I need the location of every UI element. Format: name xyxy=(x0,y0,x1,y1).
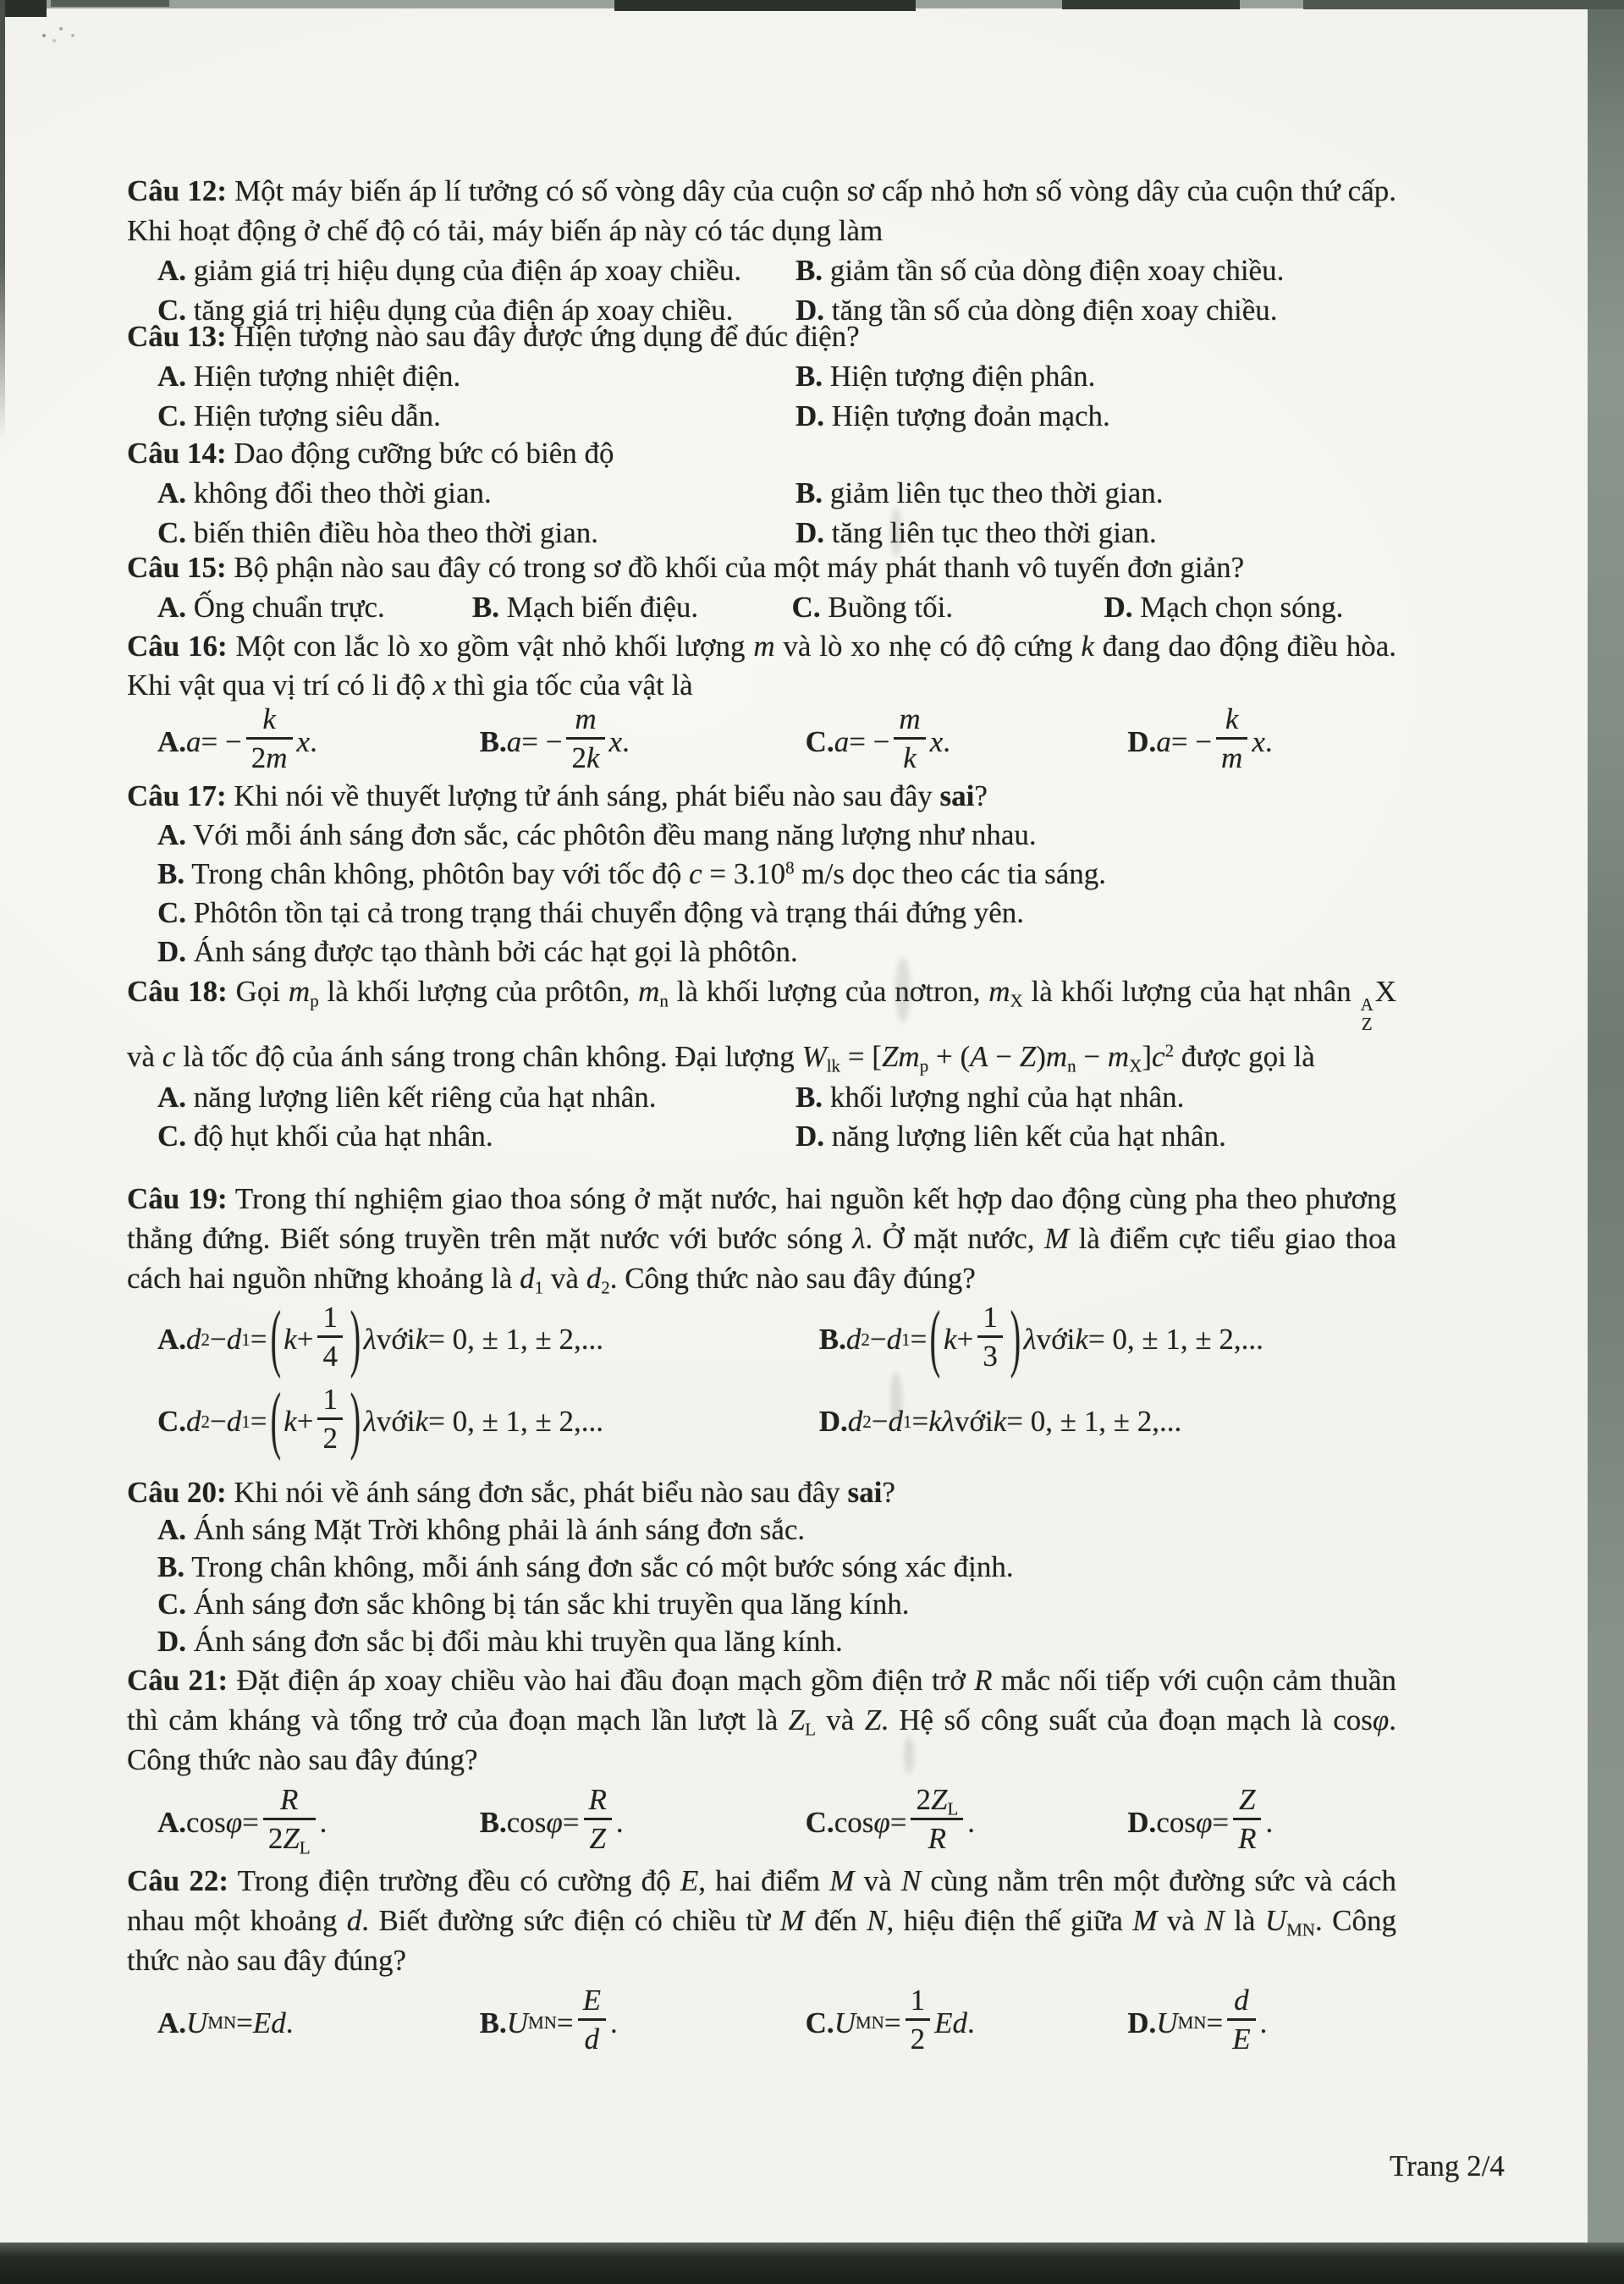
option-letter: D. xyxy=(795,399,824,432)
option-12-B: B. giảm tần số của dòng điện xoay chiều. xyxy=(795,254,1285,287)
option-letter: D. xyxy=(157,935,187,968)
big-paren: ) xyxy=(1010,1295,1021,1380)
option-letter: B. xyxy=(479,2006,507,2039)
scan-smudge xyxy=(890,1373,902,1425)
scan-corner-mark xyxy=(0,0,47,17)
option-letter: B. xyxy=(795,360,823,393)
question-number: Câu 15: xyxy=(127,551,227,584)
question-number: Câu 20: xyxy=(127,1476,227,1509)
option-letter: B. xyxy=(479,1805,507,1839)
option-21-C: C. cos φ = $\frac{2Z_L}{R}$ . xyxy=(805,1783,976,1855)
option-letter: A. xyxy=(157,476,187,509)
option-22-D: D. U MN = $\frac{d}{E}$ . xyxy=(1127,1984,1268,2056)
question-body: Câu 14: Dao động cưỡng bức có biên độ xyxy=(127,437,614,470)
option-14-A: A. không đổi theo thời gian. xyxy=(157,476,492,509)
option-18-B: B. khối lượng nghỉ của hạt nhân. xyxy=(795,1080,1185,1114)
option-17-A: A. Với mỗi ánh sáng đơn sắc, các phôtôn đều mang năng lượng như nhau. xyxy=(157,818,1037,851)
option-letter: D. xyxy=(1127,1805,1157,1839)
question-body: Câu 21: Đặt điện áp xoay chiều vào hai đầu đoạn mạch gồm điện trở R mắc nối tiếp với cuộn cảm thuần thì cảm kháng và tổng trở của đoạn mạch lần lượt là $Z_L$ và Z. Hệ số công suất của đoạn mạch là cosφ. Công thức nào sau đây đúng? xyxy=(127,1664,1396,1776)
option-15-A: A. Ống chuẩn trực. xyxy=(157,591,385,624)
fraction: $\frac{E}{d}$ xyxy=(578,1985,606,2054)
question-number: Câu 21: xyxy=(127,1664,228,1697)
option-letter: C. xyxy=(157,1405,187,1438)
question-body: Câu 20: Khi nói về ánh sáng đơn sắc, phát biểu nào sau đây sai? xyxy=(127,1476,895,1509)
big-paren: ( xyxy=(270,1295,281,1380)
option-letter: C. xyxy=(157,1119,187,1153)
question-body: Câu 13: Hiện tượng nào sau đây được ứng dụng để đúc điện? xyxy=(127,320,860,353)
big-paren: ) xyxy=(350,1377,361,1462)
option-16-D: D. a = − $\frac{k}{m}$ x . xyxy=(1127,702,1273,774)
option-letter: C. xyxy=(157,1588,187,1621)
option-letter: D. xyxy=(1127,2006,1157,2039)
option-14-B: B. giảm liên tục theo thời gian. xyxy=(795,476,1164,509)
option-14-C: C. biến thiên điều hòa theo thời gian. xyxy=(157,516,599,549)
fraction: $\frac{R}{2Z_L}$ xyxy=(263,1785,316,1853)
option-13-C: C. Hiện tượng siêu dẫn. xyxy=(157,399,441,432)
option-18-C: C. độ hụt khối của hạt nhân. xyxy=(157,1119,493,1153)
pencil-mark xyxy=(39,22,98,47)
fraction: $\frac{1}{3}$ xyxy=(977,1302,1003,1371)
nuclide-stack: A Z xyxy=(1360,993,1374,1035)
option-letter: A. xyxy=(157,818,187,851)
option-letter: C. xyxy=(791,591,821,624)
option-21-B: B. cos φ = $\frac{R}{Z}$ . xyxy=(479,1783,624,1855)
option-letter: B. xyxy=(795,476,823,509)
question-body: Câu 18: Gọi $m_p$ là khối lượng của prôtôn, $m_n$ là khối lượng của nơtron, $m_X$ là khối lượng của hạt nhân A Z X và c là tốc độ của ánh sáng trong chân không. Đại lượng $W_{lk} = [Zm_p + (A - Z)m_n - m_X]c^2$ được gọi là xyxy=(127,975,1397,1076)
question-number: Câu 19: xyxy=(127,1182,228,1215)
option-letter: C. xyxy=(805,2006,834,2039)
option-letter: A. xyxy=(157,1513,187,1546)
option-letter: A. xyxy=(157,2006,187,2039)
option-14-D: D. tăng liên tục theo thời gian. xyxy=(795,516,1157,549)
option-letter: B. xyxy=(157,1550,185,1583)
option-letter: C. xyxy=(157,516,187,549)
question-body: Câu 16: Một con lắc lò xo gồm vật nhỏ khối lượng m và lò xo nhẹ có độ cứng k đang dao động điều hòa. Khi vật qua vị trí có li độ x thì gia tốc của vật là xyxy=(127,630,1397,702)
option-20-A: A. Ánh sáng Mặt Trời không phải là ánh sáng đơn sắc. xyxy=(157,1513,806,1546)
scan-smudge xyxy=(904,1736,914,1774)
question-number: Câu 18: xyxy=(127,975,228,1008)
option-13-D: D. Hiện tượng đoản mạch. xyxy=(795,399,1110,432)
fraction: $\frac{k}{m}$ xyxy=(1216,704,1247,773)
option-letter: B. xyxy=(818,1323,846,1356)
option-13-A: A. Hiện tượng nhiệt điện. xyxy=(157,360,461,393)
option-letter: D. xyxy=(157,1625,187,1658)
option-16-B: B. a = − $\frac{m}{2k}$ x . xyxy=(479,702,630,774)
option-letter: A. xyxy=(157,1080,187,1114)
option-letter: C. xyxy=(157,896,187,929)
option-letter: B. xyxy=(471,591,499,624)
scan-smudge xyxy=(890,508,902,557)
question-number: Câu 16: xyxy=(127,630,228,663)
option-letter: B. xyxy=(479,724,507,758)
fraction: $\frac{1}{2}$ xyxy=(317,1384,343,1453)
question-number: Câu 12: xyxy=(127,174,227,207)
fraction: $\frac{m}{k}$ xyxy=(894,704,925,773)
question-number: Câu 22: xyxy=(127,1864,229,1897)
question-body: Câu 12: Một máy biến áp lí tưởng có số vòng dây của cuộn sơ cấp nhỏ hơn số vòng dây của cuộn thứ cấp. Khi hoạt động ở chế độ có tải, máy biến áp này có tác dụng làm xyxy=(127,174,1397,247)
question-body: Câu 17: Khi nói về thuyết lượng tử ánh sáng, phát biểu nào sau đây sai? xyxy=(127,779,988,812)
fraction: $\frac{Z}{R}$ xyxy=(1233,1785,1261,1853)
page-footer: Trang 2/4 xyxy=(1390,2149,1505,2182)
option-15-B: B. Mạch biến điệu. xyxy=(471,591,699,624)
option-15-D: D. Mạch chọn sóng. xyxy=(1104,591,1344,624)
option-12-A: A. giảm giá trị hiệu dụng của điện áp xoay chiều. xyxy=(157,254,742,287)
scan-smudge xyxy=(895,958,911,1022)
option-22-A: A. U MN = Ed . xyxy=(157,1980,480,2065)
option-12-D: D. tăng tần số của dòng điện xoay chiều. xyxy=(795,294,1278,327)
option-letter: A. xyxy=(157,591,187,624)
option-letter: A. xyxy=(157,254,187,287)
option-letter: A. xyxy=(157,360,187,393)
option-21-D: D. cos φ = $\frac{Z}{R}$ . xyxy=(1127,1783,1274,1855)
question-number: Câu 17: xyxy=(127,779,227,812)
scan-edge-top-mark-4 xyxy=(1303,0,1624,9)
option-13-B: B. Hiện tượng điện phân. xyxy=(795,360,1096,393)
option-16-C: C. a = − $\frac{m}{k}$ x . xyxy=(805,702,950,774)
option-19-C: C. d 2 − d 1 = ( k + $\frac{1}{2}$ ) λ với k = 0, ± 1, ± 2,... xyxy=(157,1380,819,1462)
scan-edge-left xyxy=(0,0,5,440)
option-20-C: C. Ánh sáng đơn sắc không bị tán sắc khi truyền qua lăng kính. xyxy=(157,1588,910,1621)
question-body: Câu 15: Bộ phận nào sau đây có trong sơ đồ khối của một máy phát thanh vô tuyến đơn giản? xyxy=(127,551,1245,584)
big-paren: ( xyxy=(270,1377,281,1462)
option-19-D: D. d 2 − d 1 = kλ với k = 0, ± 1, ± 2,... xyxy=(819,1380,1396,1462)
fraction: $\frac{2Z_L}{R}$ xyxy=(911,1785,963,1853)
option-letter: B. xyxy=(795,254,823,287)
option-letter: D. xyxy=(795,294,824,327)
option-20-D: D. Ánh sáng đơn sắc bị đổi màu khi truyền qua lăng kính. xyxy=(157,1625,843,1658)
option-22-B: B. U MN = $\frac{E}{d}$ . xyxy=(479,1984,618,2056)
option-letter: B. xyxy=(157,857,185,890)
question-number: Câu 14: xyxy=(127,437,227,470)
option-18-A: A. năng lượng liên kết riêng của hạt nhân. xyxy=(157,1080,657,1114)
option-19-B: B. d 2 − d 1 = ( k + $\frac{1}{3}$ ) λ với k = 0, ± 1, ± 2,... xyxy=(819,1298,1396,1380)
big-paren: ) xyxy=(350,1295,361,1380)
option-letter: A. xyxy=(157,1805,187,1839)
big-paren: ( xyxy=(930,1295,941,1380)
option-18-D: D. năng lượng liên kết của hạt nhân. xyxy=(795,1119,1226,1153)
option-22-C: C. U MN = $\frac{1}{2}$ Ed . xyxy=(805,1984,975,2056)
scan-edge-top-mark-1 xyxy=(51,0,169,7)
option-letter: C. xyxy=(805,724,834,758)
option-17-D: D. Ánh sáng được tạo thành bởi các hạt gọi là phôtôn. xyxy=(157,935,798,968)
option-21-A: A. cos φ = $\frac{R}{2Z_L}$ . xyxy=(157,1783,328,1858)
fraction: $\frac{d}{E}$ xyxy=(1227,1985,1255,2054)
fraction: $\frac{1}{2}$ xyxy=(906,1985,931,2054)
option-letter: C. xyxy=(157,399,187,432)
fraction: $\frac{1}{4}$ xyxy=(317,1302,343,1371)
option-16-A: A. a = − $\frac{k}{2m}$ x . xyxy=(157,702,317,774)
option-17-B: B. Trong chân không, phôtôn bay với tốc độ $c = 3.10^8$ m/s dọc theo các tia sáng. xyxy=(157,857,1107,890)
option-letter: B. xyxy=(795,1080,823,1114)
option-letter: A. xyxy=(157,1323,187,1356)
option-letter: D. xyxy=(818,1405,848,1438)
question-number: Câu 13: xyxy=(127,320,227,353)
question-body: Câu 19: Trong thí nghiệm giao thoa sóng ở mặt nước, hai nguồn kết hợp dao động cùng pha theo phương thẳng đứng. Biết sóng truyền trên mặt nước với bước sóng λ. Ở mặt nước, M là điểm cực tiểu giao thoa cách hai nguồn những khoảng là $d_1$ và $d_2$. Công thức nào sau đây đúng? xyxy=(127,1182,1397,1298)
scan-edge-bottom xyxy=(0,2243,1624,2284)
option-12-C: C. tăng giá trị hiệu dụng của điện áp xoay chiều. xyxy=(157,294,734,327)
option-letter: D. xyxy=(795,1119,824,1153)
option-letter: D. xyxy=(1104,591,1133,624)
fraction: $\frac{k}{2m}$ xyxy=(246,704,293,773)
option-letter: D. xyxy=(1127,724,1157,758)
option-letter: C. xyxy=(805,1805,834,1839)
scan-edge-right xyxy=(1588,0,1624,2284)
option-letter: A. xyxy=(157,724,187,758)
scan-edge-top-mark-2 xyxy=(614,0,916,11)
option-letter: C. xyxy=(157,294,187,327)
scan-edge-top-mark-3 xyxy=(1062,0,1240,9)
fraction: $\frac{m}{2k}$ xyxy=(566,704,604,773)
fraction: $\frac{R}{Z}$ xyxy=(584,1785,612,1853)
option-17-C: C. Phôtôn tồn tại cả trong trạng thái chuyển động và trạng thái đứng yên. xyxy=(157,896,1025,929)
option-15-C: C. Buồng tối. xyxy=(791,591,954,624)
option-20-B: B. Trong chân không, mỗi ánh sáng đơn sắc có một bước sóng xác định. xyxy=(157,1550,1014,1583)
question-body: Câu 22: Trong điện trường đều có cường độ E, hai điểm M và N cùng nằm trên một đường sức và cách nhau một khoảng d. Biết đường sức điện có chiều từ M đến N, hiệu điện thế giữa M và N là $U_{MN}$. Công thức nào sau đây đúng? xyxy=(127,1864,1396,1977)
option-19-A: A. d 2 − d 1 = ( k + $\frac{1}{4}$ ) λ với k = 0, ± 1, ± 2,... xyxy=(157,1298,819,1380)
option-letter: D. xyxy=(795,516,824,549)
